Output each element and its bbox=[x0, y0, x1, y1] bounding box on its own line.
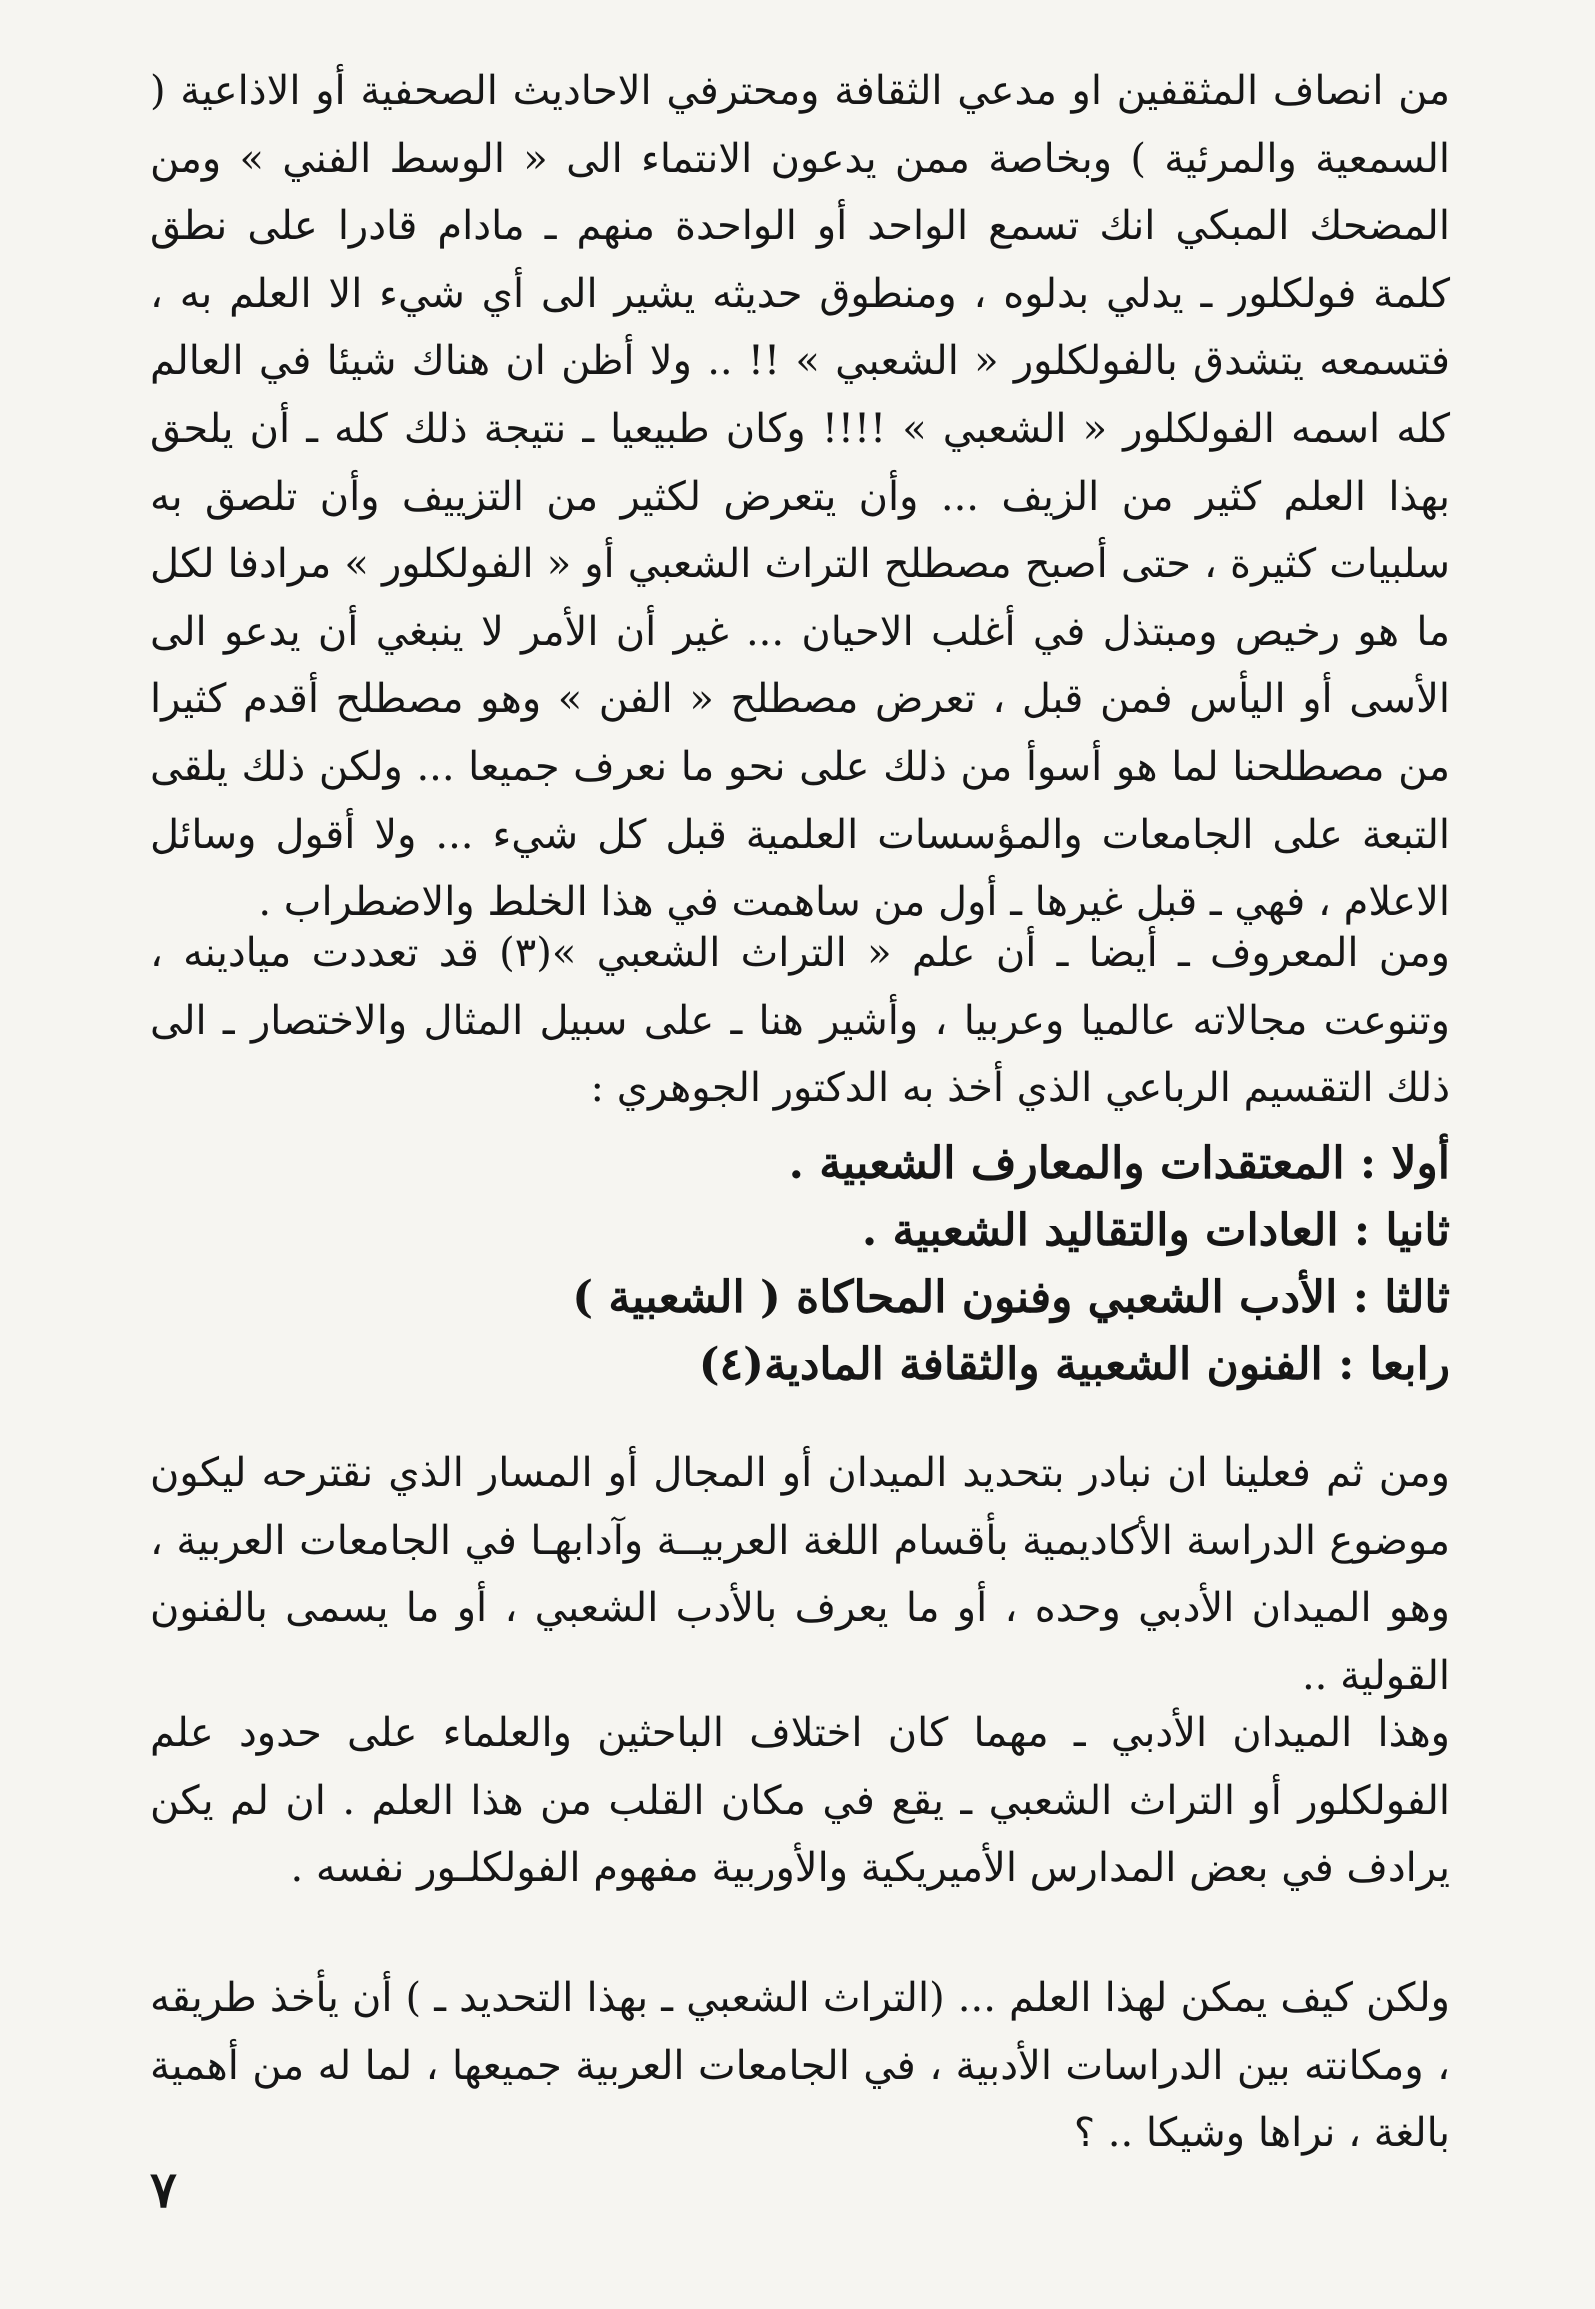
paragraph-fields bbox=[150, 920, 1450, 1123]
paragraph-text: ولكن كيف يمكن لهذا العلم ... (التراث الشعبي ـ بهذا التحديد ـ ) أن يأخذ طريقه ، ومكانته بين الدراسات الأدبية ، في الجامعات العربية جميعها ، لما له من أهمية بالغة ، نراها وشيكا .. ؟ bbox=[150, 1975, 1450, 2157]
division-item-2: ثانيا : العادات والتقاليد الشعبية . bbox=[861, 1205, 1450, 1256]
paragraph-text: ومن المعروف ـ أيضا ـ أن علم « التراث الشعبي »(٣) قد تعددت ميادينه ، وتنوعت مجالاته عالميا وعربيا ، وأشير هنا ـ على سبيل المثال والاختصار ـ الى ذلك التقسيم الرباعي الذي أخذ به الدكتور الجوهري : bbox=[150, 930, 1451, 1112]
paragraph-question bbox=[150, 1965, 1450, 2168]
paragraph-text: من انصاف المثقفين او مدعي الثقافة ومحترفي الاحاديث الصحفية أو الاذاعية ( السمعية والمرئية ) وبخاصة ممن يدعون الانتماء الى « الوسط الفني » ومن المضحك المبكي انك تسمع الواحد أو الواحدة منهم ـ مادام قادرا على نطق كلمة فولكلور ـ يدلي بدلوه ، ومنطوق حديثه يشير الى أي شيء الا العلم به ، فتسمعه يتشدق بالفولكلور « الشعبي » !! .. ولا أظن ان هناك شيئا في العالم كله اسمه الفولكلور « الشعبي » !!!! وكان طبيعيا ـ نتيجة ذلك كله ـ أن يلحق بهذا العلم كثير من الزيف ... وأن يتعرض لكثير من التزييف وأن تلصق به سلبيات كثيرة ، حتى أصبح مصطلح التراث الشعبي أو « الفولكلور » مرادفا لكل ما هو رخيص ومبتذل في أغلب الاحيان ... غير أن الأمر لا ينبغي أن يدعو الى الأسى أو اليأس فمن قبل ، تعرض مصطلح « الفن » وهو مصطلح أقدم كثيرا من مصطلحنا لما هو أسوأ من ذلك على نحو ما نعرف جميعا ... ولكن ذلك يلقى التبعة على الجامعات والمؤسسات العلمية قبل كل شيء ... ولا أقول وسائل الاعلام ، فهي ـ قبل غيرها ـ أول من ساهمت في هذا الخلط والاضطراب . bbox=[150, 68, 1450, 926]
division-item-1: أولا : المعتقدات والمعارف الشعبية . bbox=[788, 1138, 1450, 1189]
paragraph-text: ومن ثم فعلينا ان نبادر بتحديد الميدان أو المجال أو المسار الذي نقترحه ليكون موضوع الدراسة الأكاديمية بأقسام اللغة العربيــة وآدابهـا في الجامعات العربية ، وهو الميدان الأدبي وحده ، أو ما يعرف بالأدب الشعبي ، أو ما يسمى بالفنون القولية .. bbox=[150, 1450, 1450, 1699]
paragraph-literary-field bbox=[150, 1440, 1450, 1710]
paragraph-intro bbox=[150, 58, 1450, 937]
division-item-4: رابعا : الفنون الشعبية والثقافة المادية(٤) bbox=[698, 1339, 1450, 1390]
paragraph-heart-of-science bbox=[150, 1700, 1450, 1903]
division-list bbox=[150, 1130, 1450, 1398]
page-number: ٧ bbox=[150, 2160, 177, 2219]
paragraph-text: وهذا الميدان الأدبي ـ مهما كان اختلاف الباحثين والعلماء على حدود علم الفولكلور أو التراث الشعبي ـ يقع في مكان القلب من هذا العلم . ان لم يكن يرادف في بعض المدارس الأميريكية والأوربية مفهوم الفولكلـور نفسه . bbox=[150, 1710, 1450, 1892]
division-item-3: ثالثا : الأدب الشعبي وفنون المحاكاة ( الشعبية ) bbox=[572, 1272, 1450, 1323]
